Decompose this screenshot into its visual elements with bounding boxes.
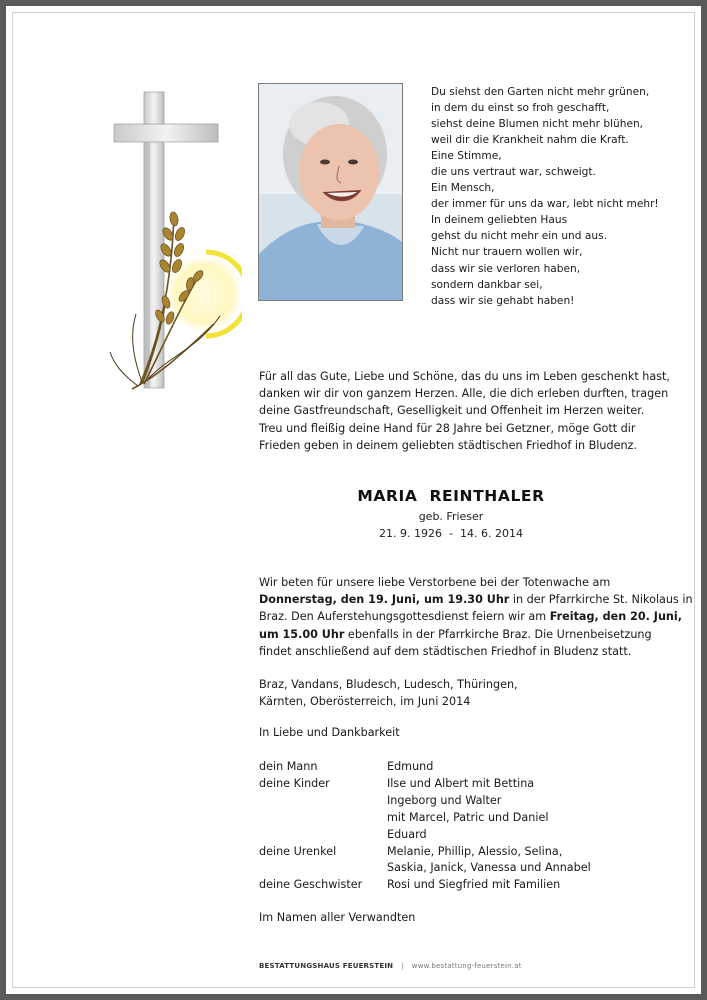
poem-line: die uns vertraut war, schweigt. <box>431 166 596 179</box>
service-text: Braz. Den Auferstehungsgottesdienst feiern wir am <box>259 610 550 624</box>
poem-line: dass wir sie verloren haben, <box>431 262 581 275</box>
poem-line: sondern dankbar sei, <box>431 278 543 291</box>
service-text: ebenfalls in der Pfarrkirche Braz. Die Urnenbeisetzung <box>344 627 652 641</box>
relatives-list <box>259 759 679 894</box>
wake-date: Donnerstag, den 19. Juni, um 19.30 Uhr <box>259 593 510 607</box>
service-line <box>259 574 689 591</box>
footer <box>259 962 522 970</box>
poem-line: Ein Mensch, <box>431 182 495 195</box>
relative-label: deine Urenkel <box>259 844 337 858</box>
relative-names <box>387 776 679 844</box>
intro-line: Für all das Gute, Liebe und Schöne, das du uns im Leben geschenkt hast, <box>259 370 670 383</box>
footer-brand: BESTATTUNGSHAUS FEUERSTEIN <box>259 962 394 970</box>
poem-line: der immer für uns da war, lebt nicht mehr! <box>431 198 659 211</box>
intro-line: Treu und fleißig deine Hand für 28 Jahre bei Getzner, möge Gott dir <box>259 421 636 435</box>
relative-name: Saskia, Janick, Vanessa und Annabel <box>387 861 591 875</box>
life-dates: 21. 9. 1926 - 14. 6. 2014 <box>379 527 523 540</box>
deceased-name: MARIA REINTHALER <box>357 487 545 505</box>
poem-line: weil dir die Krankheit nahm die Kraft. <box>431 134 629 147</box>
relative-names <box>387 759 679 776</box>
relative-row <box>259 776 679 844</box>
relative-label: deine Geschwister <box>259 878 363 892</box>
relative-name: Ilse und Albert mit Bettina <box>387 776 535 790</box>
service-text: Wir beten für unsere liebe Verstorbene bei der Totenwache am <box>259 576 611 589</box>
poem-line: dass wir sie gehabt haben! <box>431 294 575 307</box>
relative-name: Ingeborg und Walter <box>387 793 502 807</box>
places-line: Kärnten, Oberösterreich, im Juni 2014 <box>259 695 471 708</box>
relative-row <box>259 877 679 894</box>
footer-url[interactable]: www.bestattung-feuerstein.at <box>411 962 522 970</box>
cross-horizontal-icon <box>114 124 218 142</box>
poem-line: Du siehst den Garten nicht mehr grünen, <box>431 86 650 98</box>
intro-line: danken wir dir von ganzem Herzen. Alle, die dich erleben durften, tragen <box>259 387 669 401</box>
relative-names <box>387 844 679 878</box>
birth-name: geb. Frieser <box>418 510 484 523</box>
relative-name: Melanie, Phillip, Alessio, Selina, <box>387 844 563 858</box>
intro-line: deine Gastfreundschaft, Geselligkeit und Offenheit im Herzen weiter. <box>259 404 645 418</box>
funeral-date: Freitag, den 20. Juni, <box>549 610 682 624</box>
places <box>259 676 689 710</box>
service-paragraph <box>259 574 693 660</box>
poem-line: siehst deine Blumen nicht mehr blühen, <box>431 118 644 131</box>
poem-line: in dem du einst so froh geschafft, <box>431 102 610 115</box>
poem-line: gehst du nicht mehr ein und aus. <box>431 230 607 243</box>
poem-line: Nicht nur trauern wollen wir, <box>431 246 583 259</box>
closing-line: Im Namen aller Verwandten <box>259 911 416 924</box>
service-text: findet anschließend auf dem städtischen Friedhof in Bludenz statt. <box>259 644 632 658</box>
relative-row <box>259 759 679 776</box>
service-line <box>259 626 689 643</box>
service-line <box>259 591 693 608</box>
relative-name: Rosi und Siegfried mit Familien <box>387 878 561 892</box>
service-text: in der Pfarrkirche St. Nikolaus in <box>509 593 693 607</box>
places-line: Braz, Vandans, Bludesch, Ludesch, Thüringen, <box>259 678 518 691</box>
poem <box>431 84 691 309</box>
portrait-photo <box>258 83 403 301</box>
intro-line: Frieden geben in deinem geliebten städtischen Friedhof in Bludenz. <box>259 438 637 452</box>
poem-line: In deinem geliebten Haus <box>431 214 568 227</box>
relative-names <box>387 877 679 894</box>
face-icon <box>299 124 379 220</box>
footer-separator: | <box>401 962 404 970</box>
relative-name: Eduard <box>387 827 427 841</box>
relative-name: Edmund <box>387 760 434 773</box>
intro-paragraph <box>259 368 679 454</box>
relative-label: deine Kinder <box>259 776 330 790</box>
funeral-time: um 15.00 Uhr <box>259 627 345 641</box>
service-line <box>259 643 689 660</box>
service-line <box>259 608 689 625</box>
relative-row <box>259 844 679 878</box>
thanks-line: In Liebe und Dankbarkeit <box>259 726 400 739</box>
poem-line: Eine Stimme, <box>431 150 502 163</box>
relative-label: dein Mann <box>259 760 318 773</box>
cross-illustration <box>102 84 242 404</box>
relative-name: mit Marcel, Patric und Daniel <box>387 810 549 824</box>
